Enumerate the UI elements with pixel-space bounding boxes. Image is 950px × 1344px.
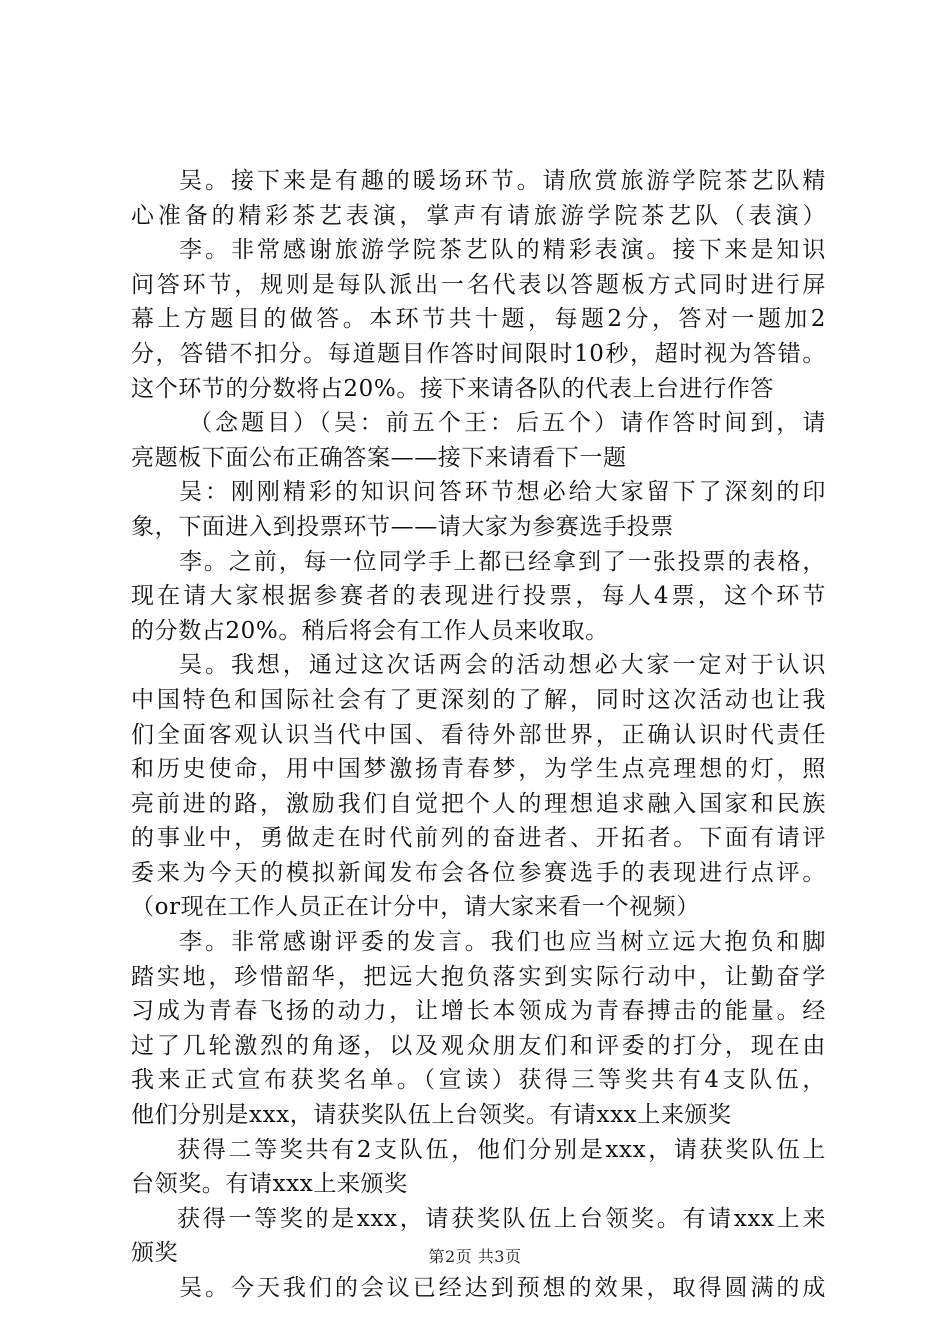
page-indicator: 第2页 共3页 [428,1247,522,1266]
text-line: 们全面客观认识当代中国、看待外部世界，正确认识时代责任 [131,721,826,748]
text-line: 的分数占20%。稍后将会有工作人员来收取。 [131,617,609,644]
text-line: 亮题板下面公布正确答案——接下来请看下一题 [131,444,627,471]
page-footer [0,1244,950,1267]
text-line: 习成为青春飞扬的动力，让增长本领成为青春搏击的能量。经 [131,998,826,1025]
text-line: 亮前进的路，激励我们自觉把个人的理想追求融入国家和民族 [131,790,826,817]
text-line: 吴。接下来是有趣的暖场环节。请欣赏旅游学院茶艺队精 [179,168,826,194]
text-line: 吴。我想，通过这次话两会的活动想必大家一定对于认识 [179,652,826,679]
text-line: 台领奖。有请xxx上来颁奖 [131,1171,408,1198]
text-line: 问答环节，规则是每队派出一名代表以答题板方式同时进行屏 [131,271,826,298]
text-line: 现在请大家根据参赛者的表现进行投票，每人4票，这个环节 [131,583,826,610]
text-line: 心准备的精彩茶艺表演，掌声有请旅游学院茶艺队（表演） [131,202,826,229]
document-body [131,164,826,1306]
text-line: 李。非常感谢评委的发言。我们也应当树立远大抱负和脚 [179,929,826,956]
text-line: 幕上方题目的做答。本环节共十题，每题2分，答对一题加2 [131,306,826,333]
text-line: （or现在工作人员正在计分中，请大家来看一个视频） [131,894,700,921]
text-line: 吴。今天我们的会议已经达到预想的效果，取得圆满的成 [179,1275,826,1301]
text-line: 的事业中，勇做走在时代前列的奋进者、开拓者。下面有请评 [131,825,826,852]
text-line: 踏实地，珍惜韶华，把远大抱负落实到实际行动中，让勤奋学 [131,963,826,990]
text-line: 委来为今天的模拟新闻发布会各位参赛选手的表现进行点评。 [131,859,826,886]
text-line: 中国特色和国际社会有了更深刻的了解，同时这次活动也让我 [131,686,826,713]
text-line: （念题目）（吴：前五个王：后五个）请作答时间到，请 [189,410,826,437]
text-line: 李。非常感谢旅游学院茶艺队的精彩表演。接下来是知识 [179,237,826,264]
text-line: 颁奖 [131,1240,179,1267]
text-line: 李。之前，每一位同学手上都已经拿到了一张投票的表格， [179,548,826,575]
text-line: 获得一等奖的是xxx，请获奖队伍上台领奖。有请xxx上来 [177,1205,826,1232]
text-line: 象，下面进入到投票环节——请大家为参赛选手投票 [131,513,674,540]
text-line: 我来正式宣布获奖名单。（宣读）获得三等奖共有4支队伍， [131,1067,826,1094]
text-line: 吴：刚刚精彩的知识问答环节想必给大家留下了深刻的印 [179,479,826,506]
text-line: 获得二等奖共有2支队伍，他们分别是xxx，请获奖队伍上 [177,1136,826,1163]
text-line: 他们分别是xxx，请获奖队伍上台领奖。有请xxx上来颁奖 [131,1102,732,1129]
text-line: 和历史使命，用中国梦激扬青春梦，为学生点亮理想的灯，照 [131,756,826,783]
text-line: 过了几轮激烈的角逐，以及观众朋友们和评委的打分，现在由 [131,1032,826,1059]
text-line: 分，答错不扣分。每道题目作答时间限时10秒，超时视为答错。 [131,340,826,367]
text-line: 这个环节的分数将占20%。接下来请各队的代表上台进行作答 [131,375,774,402]
